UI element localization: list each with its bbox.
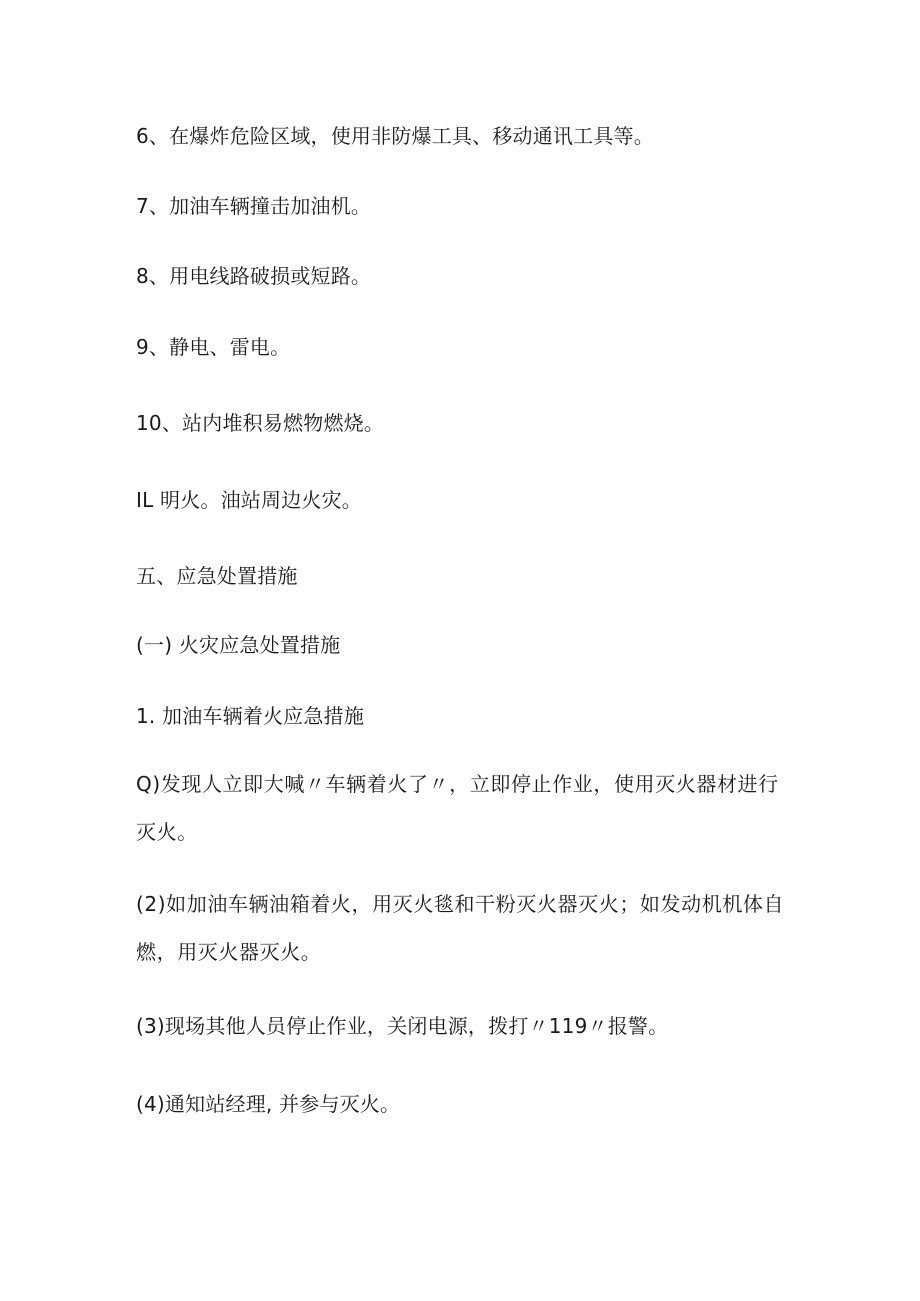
cause-item-10: 10、站内堆积易燃物燃烧。 [136, 411, 385, 435]
measure-step-3: (3)现场其他人员停止作业，关闭电源，拨打〃119〃报警。 [136, 1014, 669, 1038]
measure-step-4: (4)通知站经理, 并参与灭火。 [136, 1092, 401, 1116]
subsection-heading: (一) 火灾应急处置措施 [136, 633, 341, 657]
measure-step-2: (2)如加油车辆油箱着火，用灭火毯和干粉灭火器灭火；如发动机机体自燃，用灭火器灭火。 [136, 892, 785, 964]
measure-heading: 1. 加油车辆着火应急措施 [136, 704, 365, 728]
cause-item-11: IL 明火。油站周边火灾。 [136, 488, 362, 512]
section-heading: 五、应急处置措施 [136, 564, 298, 588]
cause-item-9: 9、静电、雷电。 [136, 335, 291, 359]
cause-item-6: 6、在爆炸危险区域，使用非防爆工具、移动通讯工具等。 [136, 124, 654, 148]
cause-item-7: 7、加油车辆撞击加油机。 [136, 194, 372, 218]
measure-step-1: Q)发现人立即大喊〃车辆着火了〃，立即停止作业，使用灭火器材进行灭火。 [136, 772, 779, 844]
cause-item-8: 8、用电线路破损或短路。 [136, 264, 372, 288]
